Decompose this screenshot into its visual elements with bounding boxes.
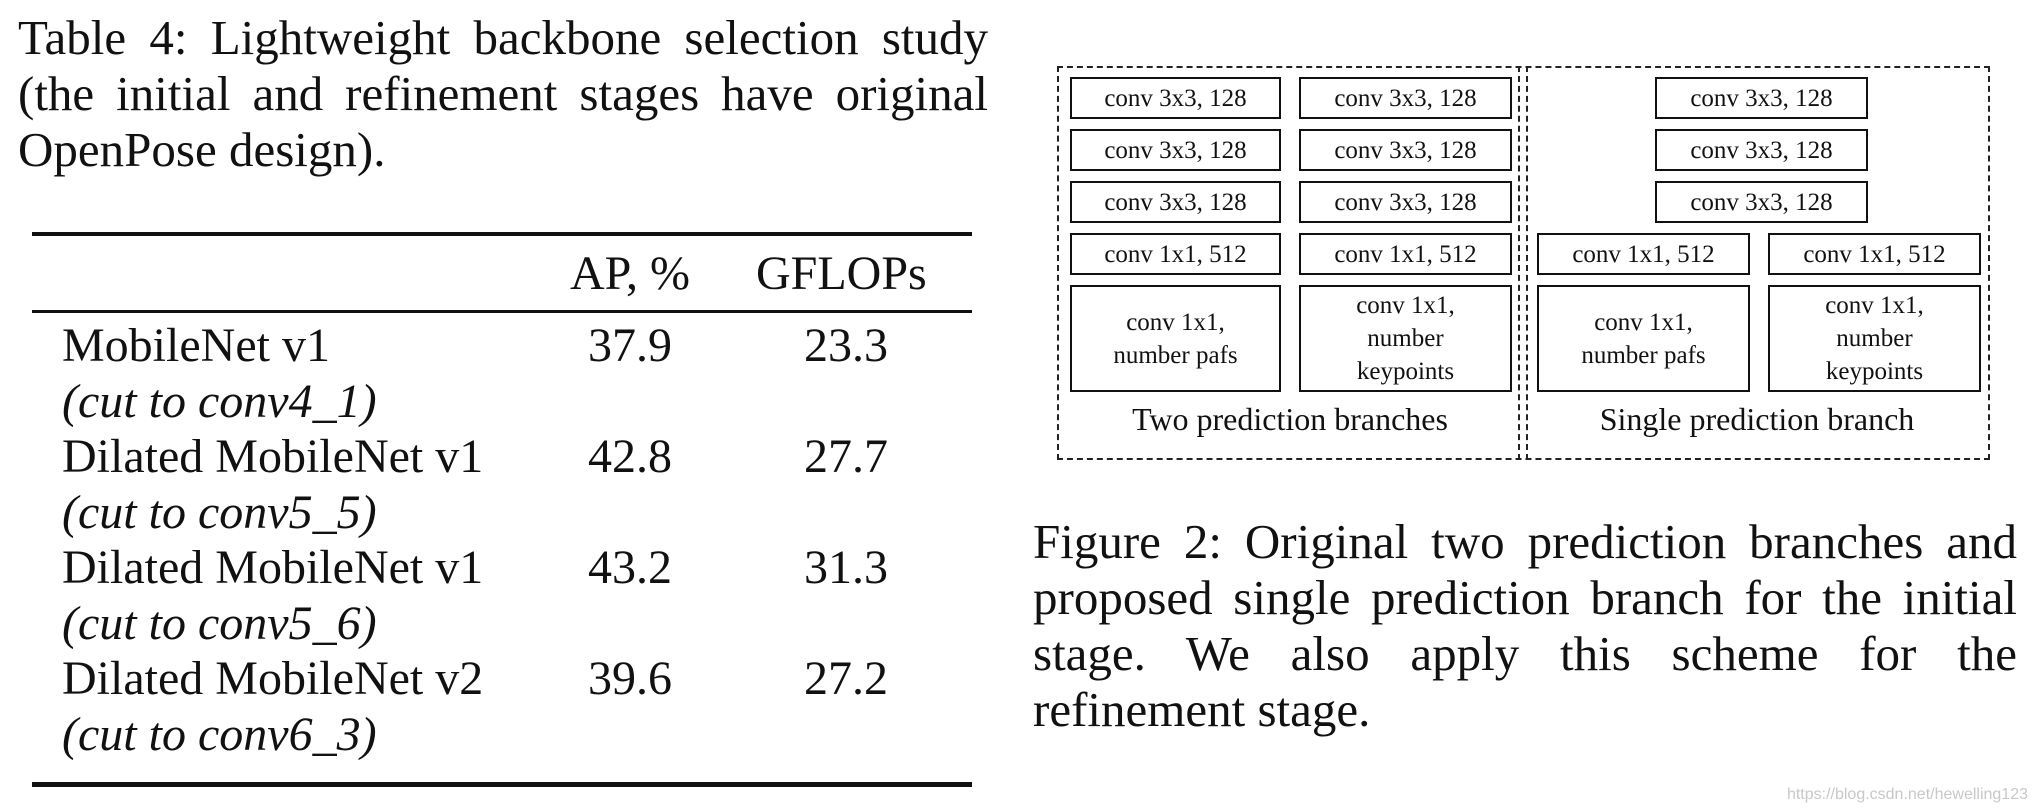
row-gflops: 31.3 bbox=[804, 541, 888, 594]
row-ap: 37.9 bbox=[588, 319, 672, 372]
row-gflops: 27.2 bbox=[804, 652, 888, 705]
row-subtitle: (cut to conv5_5) bbox=[62, 486, 377, 539]
row-gflops: 23.3 bbox=[804, 319, 888, 372]
table-top-rule bbox=[32, 232, 972, 236]
row-ap: 39.6 bbox=[588, 652, 672, 705]
conv-block: conv 3x3, 128 bbox=[1655, 77, 1868, 119]
table-row bbox=[32, 540, 972, 652]
conv-block: conv 3x3, 128 bbox=[1655, 129, 1868, 171]
watermark: https://blog.csdn.net/hewelling123 bbox=[1786, 786, 2028, 803]
output-block-pafs: conv 1x1, number pafs bbox=[1070, 285, 1281, 392]
conv-block: conv 1x1, 512 bbox=[1070, 233, 1281, 275]
row-name: Dilated MobileNet v1 bbox=[62, 541, 484, 594]
two-branches-label: Two prediction branches bbox=[1132, 401, 1448, 437]
output-block-keypoints: conv 1x1, number keypoints bbox=[1299, 285, 1512, 392]
table-row bbox=[32, 651, 972, 763]
row-name: Dilated MobileNet v1 bbox=[62, 430, 484, 483]
conv-block: conv 1x1, 512 bbox=[1299, 233, 1512, 275]
conv-block: conv 3x3, 128 bbox=[1655, 181, 1868, 223]
row-subtitle: (cut to conv6_3) bbox=[62, 708, 377, 761]
row-subtitle: (cut to conv4_1) bbox=[62, 375, 377, 428]
diagram-dashed-separator bbox=[1518, 66, 1520, 460]
table-caption: Table 4: Lightweight backbone selection study (the initial and refinement stages have original OpenPose design). bbox=[18, 10, 988, 177]
conv-block: conv 3x3, 128 bbox=[1299, 181, 1512, 223]
diagram-dashed-separator bbox=[1526, 66, 1528, 460]
conv-block: conv 3x3, 128 bbox=[1070, 181, 1281, 223]
conv-block: conv 1x1, 512 bbox=[1768, 233, 1981, 275]
row-name: MobileNet v1 bbox=[62, 319, 330, 372]
row-name: Dilated MobileNet v2 bbox=[62, 652, 484, 705]
table-row bbox=[32, 318, 972, 430]
table-row bbox=[32, 429, 972, 541]
row-ap: 43.2 bbox=[588, 541, 672, 594]
conv-block: conv 3x3, 128 bbox=[1299, 77, 1512, 119]
conv-block: conv 3x3, 128 bbox=[1070, 129, 1281, 171]
conv-block: conv 3x3, 128 bbox=[1070, 77, 1281, 119]
output-block-pafs: conv 1x1, number pafs bbox=[1537, 285, 1750, 392]
row-subtitle: (cut to conv5_6) bbox=[62, 597, 377, 650]
prediction-branches-diagram bbox=[1057, 66, 1990, 460]
header-gflops: GFLOPs bbox=[756, 247, 927, 300]
conv-block: conv 3x3, 128 bbox=[1299, 129, 1512, 171]
table-bottom-rule bbox=[32, 782, 972, 787]
table-header-rule bbox=[32, 310, 972, 313]
conv-block: conv 1x1, 512 bbox=[1537, 233, 1750, 275]
header-ap: AP, % bbox=[570, 247, 691, 300]
row-gflops: 27.7 bbox=[804, 430, 888, 483]
output-block-keypoints: conv 1x1, number keypoints bbox=[1768, 285, 1981, 392]
row-ap: 42.8 bbox=[588, 430, 672, 483]
single-branch-label: Single prediction branch bbox=[1599, 401, 1915, 437]
figure-caption: Figure 2: Original two prediction branches and proposed single prediction branch for the initial stage. We also apply this scheme for the refinement stage. bbox=[1033, 514, 2017, 737]
